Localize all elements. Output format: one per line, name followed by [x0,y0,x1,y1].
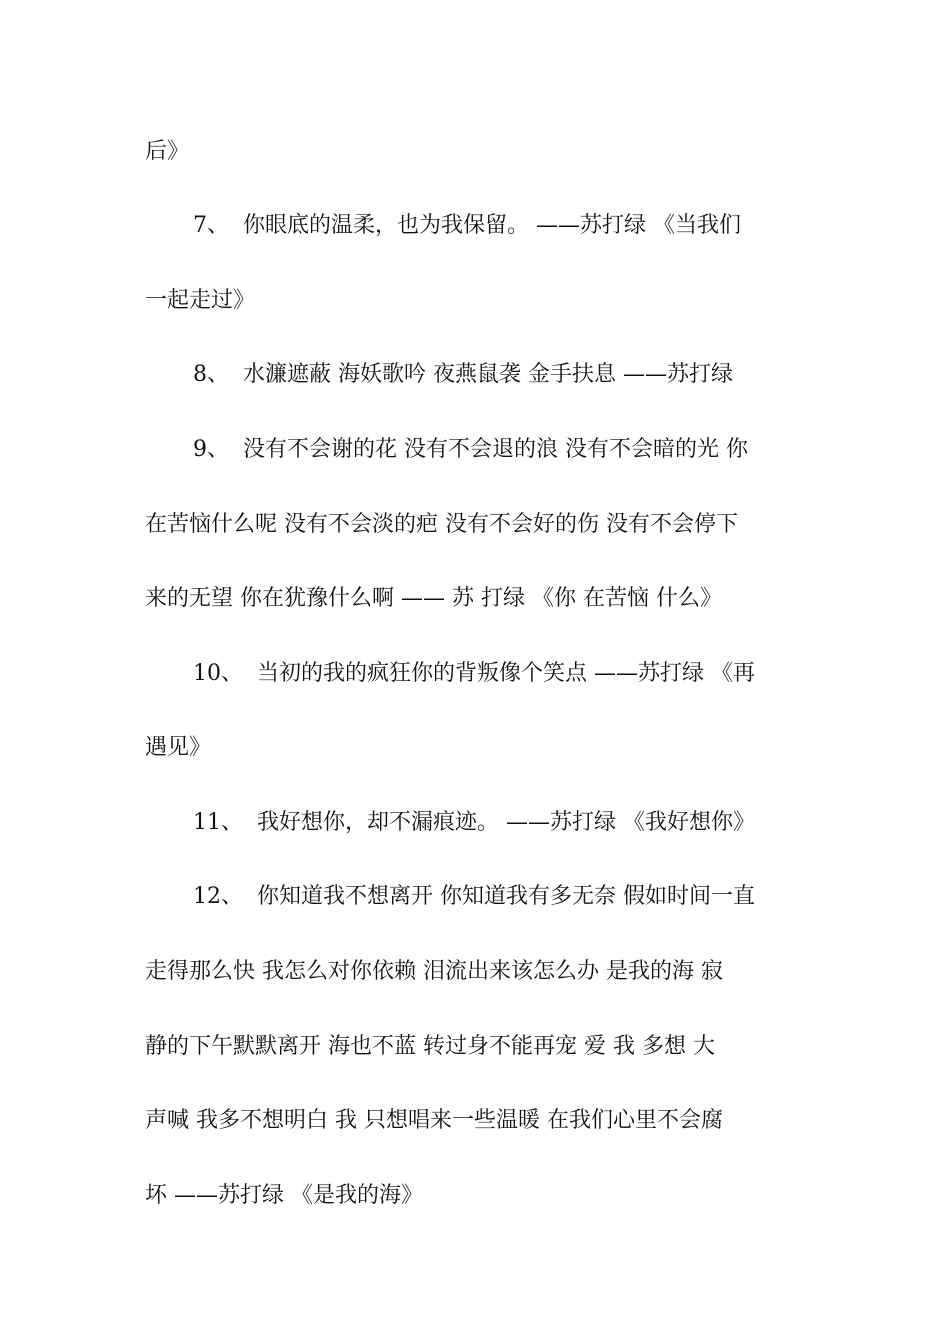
text-line-4: 8、 水濂遮蔽 海妖歌吟 夜燕鼠袭 金手扶息 ——苏打绿 [193,362,733,387]
text-line-7: 来的无望 你在犹豫什么啊 —— 苏 打绿 《你 在苦恼 什么》 [145,586,722,611]
text-line-13: 静的下午默默离开 海也不蓝 转过身不能再宠 爱 我 多想 大 [145,1034,715,1059]
text-line-11: 12、 你知道我不想离开 你知道我有多无奈 假如时间一直 [193,884,755,909]
text-line-9: 遇见》 [145,735,212,760]
text-line-1: 后》 [145,139,190,164]
text-line-6: 在苦恼什么呢 没有不会淡的疤 没有不会好的伤 没有不会停下 [145,512,738,537]
text-line-15: 坏 ——苏打绿 《是我的海》 [145,1183,423,1208]
text-line-2: 7、 你眼底的温柔，也为我保留。 ——苏打绿 《当我们 [193,213,741,238]
text-line-12: 走得那么快 我怎么对你依赖 泪流出来该怎么办 是我的海 寂 [145,959,723,984]
text-line-8: 10、 当初的我的疯狂你的背叛像个笑点 ——苏打绿 《再 [193,661,755,686]
text-line-3: 一起走过》 [145,288,256,313]
text-line-10: 11、 我好想你，却不漏痕迹。 ——苏打绿 《我好想你》 [193,810,755,835]
text-line-5: 9、 没有不会谢的花 没有不会退的浪 没有不会暗的光 你 [193,437,748,462]
text-line-14: 声喊 我多不想明白 我 只想唱来一些温暖 在我们心里不会腐 [145,1108,723,1133]
